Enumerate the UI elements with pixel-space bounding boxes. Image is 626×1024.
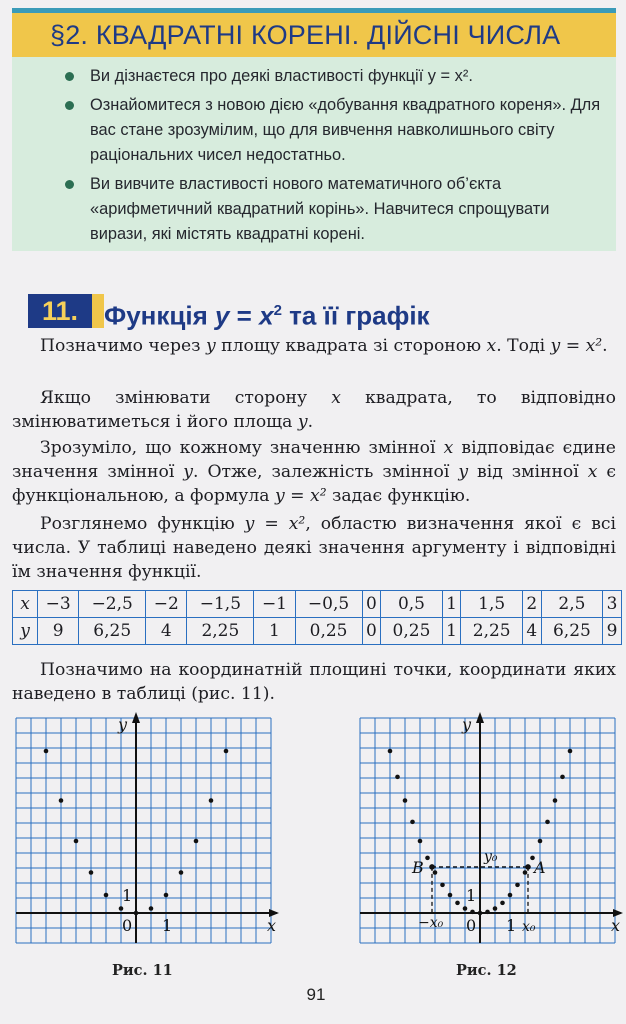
point-b-label: B (412, 857, 424, 877)
paragraph-3: Зрозуміло, що кожному значенню змінної x відповідає єдине значення змінної y. Отже, залежність змінної y від змінної x є функціональною, а формула y = x² задає функцію. (12, 438, 616, 506)
table-cell-x: 3 (603, 591, 622, 618)
table-cell-x: 1 (442, 591, 461, 618)
data-point (553, 798, 558, 803)
table-cell-y: 9 (38, 618, 79, 645)
data-point (209, 798, 214, 803)
table-cell-x: 2 (522, 591, 541, 618)
bullet-dot-icon (65, 72, 74, 81)
table-cell-y: 0 (362, 618, 381, 645)
table-cell-y: 1 (254, 618, 295, 645)
y-axis-label: y (118, 715, 128, 734)
table-cell-x: −3 (38, 591, 79, 618)
unit-x-label: 1 (506, 916, 517, 935)
origin-label: 0 (466, 916, 477, 935)
section-title: §2. КВАДРАТНІ КОРЕНІ. ДІЙСНІ ЧИСЛА (12, 13, 616, 57)
x0-label: x₀ (522, 919, 536, 935)
bullet-dot-icon (65, 101, 74, 110)
table-row (13, 591, 622, 618)
lesson-number: 11. (28, 294, 92, 328)
data-point (523, 870, 528, 875)
data-point (500, 901, 505, 906)
values-table (12, 590, 622, 645)
data-point (224, 749, 229, 754)
table-cell-y: 2,25 (187, 618, 254, 645)
data-point (478, 911, 483, 916)
table-cell-x: −1,5 (187, 591, 254, 618)
data-point (418, 839, 423, 844)
table-cell-y: 0,25 (295, 618, 362, 645)
neg-x0-label: −x₀ (418, 915, 444, 931)
data-point (440, 883, 445, 888)
point-b (429, 864, 435, 870)
data-point (448, 893, 453, 898)
y0-label: y₀ (484, 848, 498, 865)
bullet-item: Ви дізнаєтеся про деякі властивості функції y = x². (62, 64, 610, 89)
unit-x-label: 1 (162, 916, 173, 935)
data-point (44, 749, 49, 754)
figure-12-graph (354, 712, 624, 962)
table-cell-y: 2,25 (461, 618, 523, 645)
table-row (13, 618, 622, 645)
table-cell-y: 6,25 (79, 618, 146, 645)
data-point (119, 906, 124, 911)
table-cell-y: 4 (146, 618, 187, 645)
page-number: 91 (306, 985, 326, 1004)
data-point (149, 906, 154, 911)
table-cell-y: 0,25 (381, 618, 443, 645)
data-point (485, 910, 490, 915)
data-point (134, 911, 139, 916)
data-point (89, 870, 94, 875)
unit-y-label: 1 (122, 886, 133, 905)
data-point (410, 820, 415, 825)
data-point (455, 901, 460, 906)
point-a (525, 864, 531, 870)
data-point (194, 839, 199, 844)
unit-y-label: 1 (466, 886, 477, 905)
data-point (515, 883, 520, 888)
figure-11-caption: Рис. 11 (112, 962, 173, 979)
table-cell-y: 6,25 (541, 618, 603, 645)
data-point (463, 906, 468, 911)
table-cell-y: 1 (442, 618, 461, 645)
figure-12-caption: Рис. 12 (456, 962, 517, 979)
data-point (433, 870, 438, 875)
paragraph-1: Позначимо через y площу квадрата зі стороною x. Тоді y = x². (40, 336, 608, 356)
table-cell-x: 0,5 (381, 591, 443, 618)
lesson-number-accent (92, 294, 104, 328)
table-cell-x: −0,5 (295, 591, 362, 618)
paragraph-5: Позначимо на координатній площині точки, координати яких наведено в таблиці (рис. 11). (12, 660, 616, 704)
data-point (104, 893, 109, 898)
data-point (388, 749, 393, 754)
x-axis-label: x (267, 916, 277, 935)
lesson-title: Функція $y = x^2$ та її графік (104, 300, 430, 331)
data-point (403, 798, 408, 803)
data-point (470, 910, 475, 915)
x-axis-label: x (611, 916, 621, 935)
data-point (179, 870, 184, 875)
bullet-item: Ви вивчите властивості нового математичного об’єкта «арифметичний квадратний корінь». Навчитеся спрощувати вирази, які містять квадратні корені. (62, 172, 610, 247)
table-cell-x: −1 (254, 591, 295, 618)
table-header-cell: x (13, 591, 38, 618)
paragraph-2: Якщо змінювати сторону x квадрата, то відповідно змінюватиметься і його площа y. (12, 388, 616, 432)
data-point (59, 798, 64, 803)
data-point (164, 893, 169, 898)
data-point (508, 893, 513, 898)
table-cell-x: −2,5 (79, 591, 146, 618)
data-point (568, 749, 573, 754)
data-point (425, 856, 430, 861)
bullet-item: Ознайомитеся з новою дією «добування квадратного кореня». Для вас стане зрозумілим, що для вивчення навколишнього світу раціональних чисел недостатньо. (62, 93, 610, 168)
table-header-cell: y (13, 618, 38, 645)
figure-11-graph (10, 712, 280, 962)
data-point (538, 839, 543, 844)
paragraph-4: Розглянемо функцію y = x², областю визначення якої є всі числа. У таблиці наведено деякі значення аргументу і відповідні їм значення функції. (12, 514, 617, 582)
origin-label: 0 (122, 916, 133, 935)
data-point (395, 775, 400, 780)
section-bullets (62, 64, 610, 251)
table-cell-x: 2,5 (541, 591, 603, 618)
table-cell-x: 0 (362, 591, 381, 618)
point-a-label: A (534, 857, 546, 877)
table-cell-y: 9 (603, 618, 622, 645)
data-point (545, 820, 550, 825)
data-point (560, 775, 565, 780)
table-cell-x: 1,5 (461, 591, 523, 618)
table-cell-y: 4 (522, 618, 541, 645)
y-axis-label: y (462, 715, 472, 734)
table-cell-x: −2 (146, 591, 187, 618)
bullet-dot-icon (65, 180, 74, 189)
data-point (493, 906, 498, 911)
data-point (74, 839, 79, 844)
